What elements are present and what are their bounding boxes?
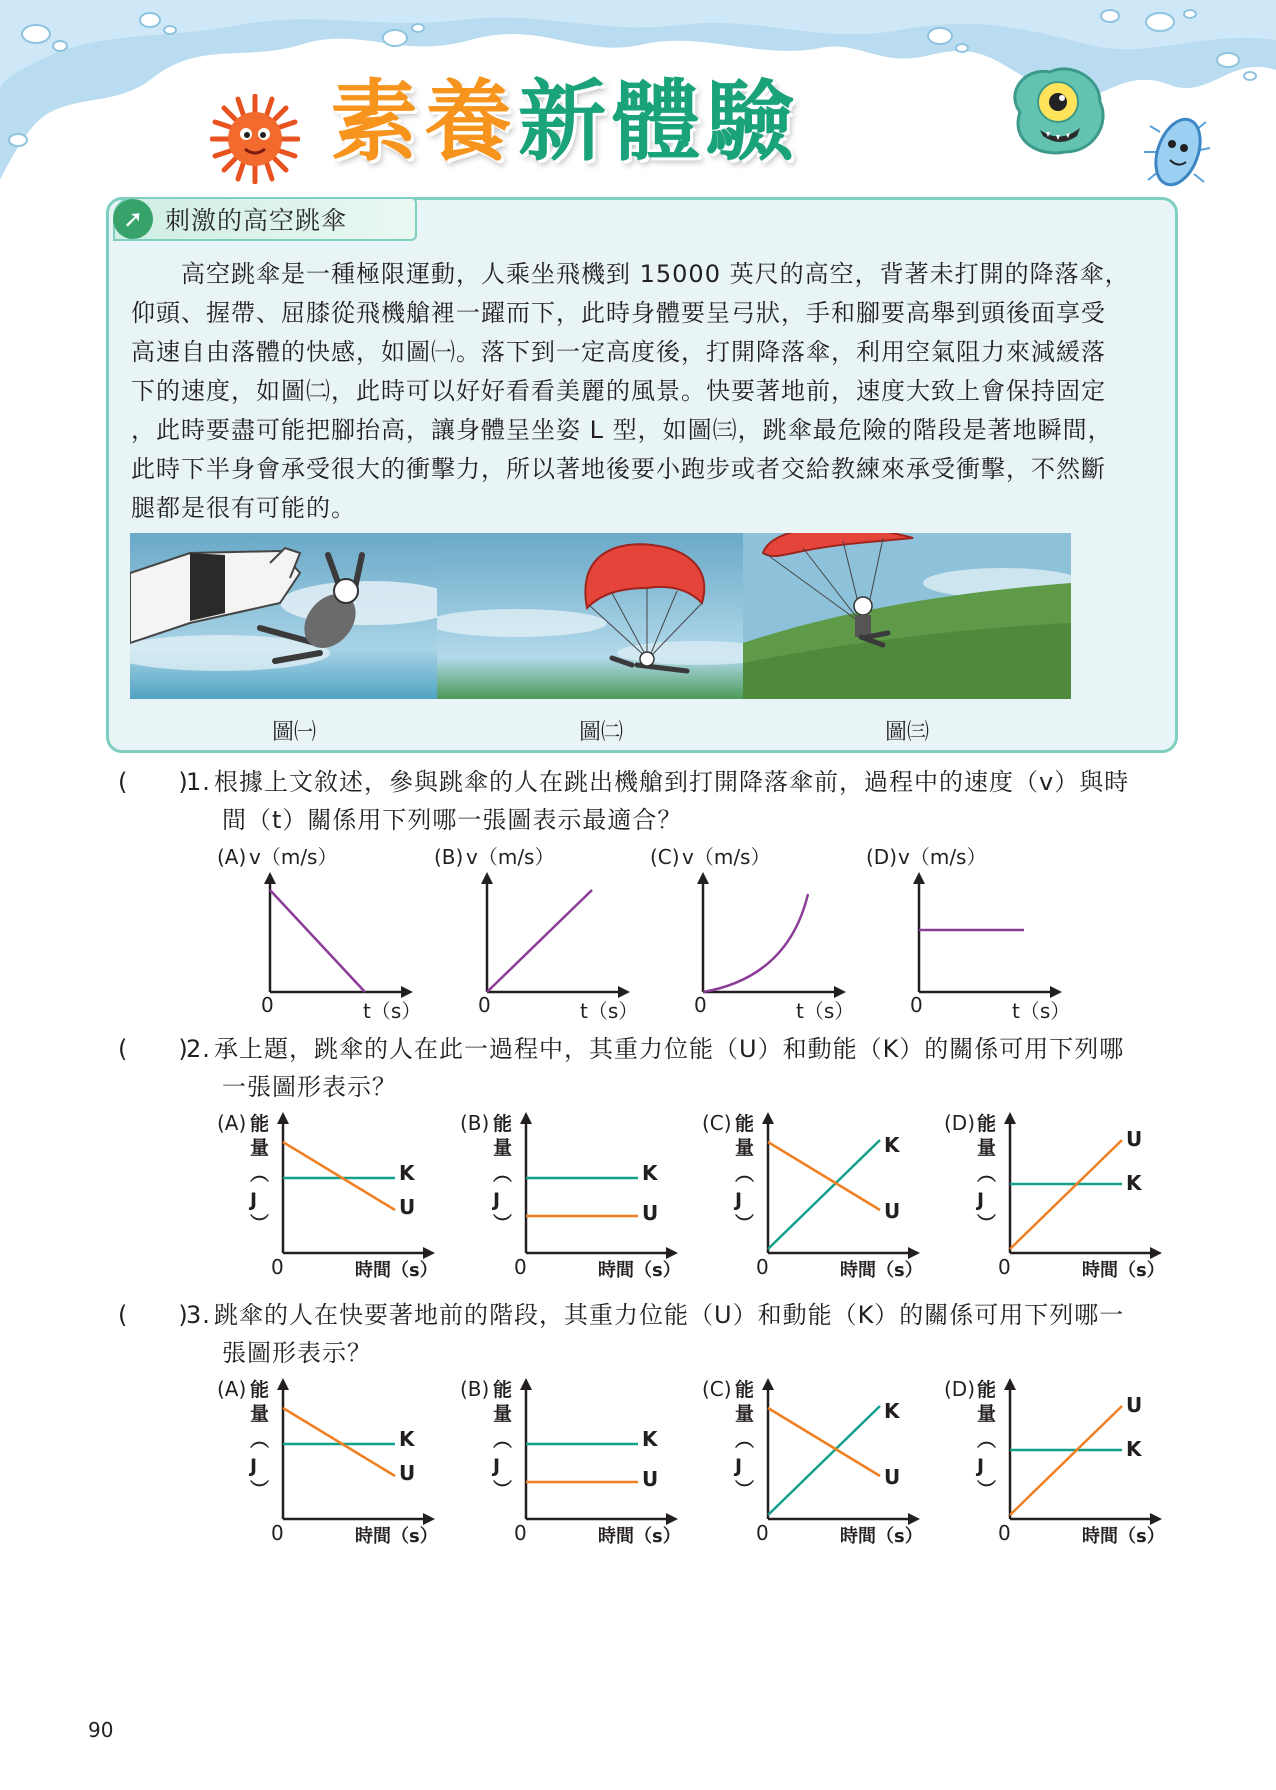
answer-option-graph[interactable] [942, 1108, 1177, 1278]
y-axis-arrow-icon [481, 872, 493, 884]
origin-label: 0 [261, 993, 274, 1017]
potential-energy-line [1010, 1406, 1122, 1515]
y-axis-label: 量 [493, 1403, 513, 1425]
potential-energy-line [1010, 1140, 1122, 1249]
y-axis-label: 能 [250, 1113, 270, 1135]
origin-label: 0 [998, 1521, 1011, 1544]
y-axis-label: J [735, 1189, 743, 1211]
y-axis-label: ︵ [977, 1163, 997, 1185]
y-axis-label: ︶ [493, 1213, 513, 1235]
y-axis-label: ︶ [735, 1479, 755, 1501]
y-axis-label: J [735, 1455, 743, 1477]
passage-line: 下的速度，如圖㈡，此時可以好好看看美麗的風景。快要著地前，速度大致上會保持固定 [131, 377, 1106, 405]
title-char: 素 [330, 70, 419, 173]
answer-option-graph[interactable] [458, 1108, 693, 1278]
origin-label: 0 [271, 1255, 284, 1278]
title-char: 驗 [706, 70, 795, 173]
y-axis-label: v（m/s） [898, 845, 987, 869]
x-axis-label: t（s） [363, 999, 422, 1020]
velocity-line [487, 890, 592, 992]
page-title [330, 72, 794, 172]
y-axis-label: J [493, 1455, 501, 1477]
y-axis-arrow-icon [1004, 1112, 1016, 1124]
potential-energy-line [768, 1408, 880, 1476]
kinetic-energy-line [768, 1406, 880, 1515]
y-axis-label: 能 [493, 1379, 513, 1401]
y-axis-label: 量 [493, 1137, 513, 1159]
kinetic-energy-label: K [1126, 1437, 1142, 1461]
kinetic-energy-label: K [642, 1161, 658, 1185]
y-axis-label: ︵ [250, 1429, 270, 1451]
y-axis-label: 能 [977, 1113, 997, 1135]
option-label: (C) [702, 1377, 732, 1401]
x-axis-arrow-icon [401, 986, 413, 998]
y-axis-label: 能 [977, 1379, 997, 1401]
velocity-line [703, 894, 808, 992]
figure-3-caption: 圖㈢ [884, 720, 929, 745]
y-axis-arrow-icon [277, 1378, 289, 1390]
x-axis-label: 時間（s） [1082, 1526, 1165, 1544]
passage-line: 仰頭、握帶、屈膝從飛機艙裡一躍而下，此時身體要呈弓狀，手和腳要高舉到頭後面享受 [131, 299, 1106, 327]
x-axis-arrow-icon [1150, 1247, 1162, 1259]
x-axis-arrow-icon [666, 1247, 678, 1259]
answer-option-graph[interactable] [700, 1108, 935, 1278]
kinetic-energy-line [768, 1140, 880, 1249]
y-axis-label: ︵ [493, 1163, 513, 1185]
question-text: 根據上文敘述，參與跳傘的人在跳出機艙到打開降落傘前，過程中的速度（v）與時 [214, 768, 1130, 796]
answer-option-graph[interactable] [458, 1374, 693, 1544]
y-axis-label: 量 [977, 1403, 997, 1425]
velocity-line [270, 890, 365, 992]
y-axis-label: ︵ [735, 1163, 755, 1185]
y-axis-label: v（m/s） [466, 845, 555, 869]
y-axis-label: ︵ [250, 1163, 270, 1185]
option-label: (D) [944, 1111, 976, 1135]
x-axis-arrow-icon [666, 1513, 678, 1525]
origin-label: 0 [756, 1255, 769, 1278]
kinetic-energy-label: K [642, 1427, 658, 1451]
y-axis-arrow-icon [264, 872, 276, 884]
x-axis-label: 時間（s） [598, 1526, 681, 1544]
y-axis-label: 量 [250, 1403, 270, 1425]
passage-line: 高速自由落體的快感，如圖㈠。落下到一定高度後，打開降落傘，利用空氣阻力來減緩落 [131, 338, 1106, 366]
y-axis-label: 能 [735, 1379, 755, 1401]
option-label: (C) [702, 1111, 732, 1135]
potential-energy-label: U [399, 1195, 416, 1219]
figure-2-caption: 圖㈡ [578, 720, 623, 745]
y-axis-label: 量 [250, 1137, 270, 1159]
y-axis-label: 能 [250, 1379, 270, 1401]
answer-option-graph[interactable] [942, 1374, 1177, 1544]
y-axis-label: v（m/s） [682, 845, 771, 869]
y-axis-label: ︶ [493, 1479, 513, 1501]
page-number: 90 [88, 1718, 114, 1742]
origin-label: 0 [478, 993, 491, 1017]
answer-option-graph[interactable] [864, 842, 1074, 1020]
question-2 [118, 1030, 1124, 1106]
y-axis-label: ︶ [977, 1213, 997, 1235]
x-axis-arrow-icon [834, 986, 846, 998]
potential-energy-label: U [642, 1467, 659, 1491]
kinetic-energy-label: K [1126, 1171, 1142, 1195]
origin-label: 0 [756, 1521, 769, 1544]
y-axis-arrow-icon [1004, 1378, 1016, 1390]
potential-energy-label: U [884, 1465, 901, 1489]
x-axis-label: t（s） [796, 999, 855, 1020]
x-axis-label: 時間（s） [840, 1260, 923, 1278]
figure-1-caption: 圖㈠ [271, 720, 316, 745]
y-axis-label: ︵ [977, 1429, 997, 1451]
question-text: 跳傘的人在快要著地前的階段，其重力位能（U）和動能（K）的關係可用下列哪一 [214, 1301, 1125, 1329]
x-axis-arrow-icon [423, 1513, 435, 1525]
x-axis-label: t（s） [1012, 999, 1071, 1020]
y-axis-label: J [250, 1455, 258, 1477]
option-label: (B) [460, 1377, 490, 1401]
x-axis-label: 時間（s） [840, 1526, 923, 1544]
figure-2-illustration [437, 533, 765, 699]
y-axis-label: 能 [735, 1113, 755, 1135]
y-axis-label: 能 [493, 1113, 513, 1135]
answer-option-graph[interactable] [215, 1108, 450, 1278]
y-axis-arrow-icon [697, 872, 709, 884]
potential-energy-label: U [642, 1201, 659, 1225]
x-axis-label: 時間（s） [598, 1260, 681, 1278]
option-label: (A) [217, 845, 247, 869]
y-axis-label: 量 [735, 1137, 755, 1159]
title-char: 體 [612, 70, 701, 173]
x-axis-label: t（s） [580, 999, 639, 1020]
origin-label: 0 [271, 1521, 284, 1544]
y-axis-label: ︵ [735, 1429, 755, 1451]
option-label: (C) [650, 845, 680, 869]
arrow-up-right-icon: ➚ [113, 199, 153, 239]
answer-option-graph[interactable] [700, 1374, 935, 1544]
section-label: 刺激的高空跳傘 [165, 206, 348, 235]
y-axis-arrow-icon [520, 1112, 532, 1124]
question-text: 間（t）關係用下列哪一張圖表示最適合？ [222, 806, 683, 834]
x-axis-arrow-icon [423, 1247, 435, 1259]
potential-energy-line [283, 1142, 395, 1210]
x-axis-label: 時間（s） [1082, 1260, 1165, 1278]
kinetic-energy-label: K [399, 1161, 415, 1185]
y-axis-label: ︶ [250, 1479, 270, 1501]
potential-energy-label: U [1126, 1127, 1143, 1151]
answer-option-graph[interactable] [432, 842, 642, 1020]
option-label: (D) [866, 845, 898, 869]
kinetic-energy-label: K [399, 1427, 415, 1451]
origin-label: 0 [514, 1521, 527, 1544]
y-axis-label: J [250, 1189, 258, 1211]
origin-label: 0 [998, 1255, 1011, 1278]
passage-line: ，此時要盡可能把腳抬高，讓身體呈坐姿 L 型，如圖㈢，跳傘最危險的階段是著地瞬間， [131, 416, 1113, 444]
x-axis-label: 時間（s） [355, 1526, 438, 1544]
answer-option-graph[interactable] [215, 1374, 450, 1544]
question-number: 3. [186, 1301, 211, 1329]
y-axis-label: J [493, 1189, 501, 1211]
y-axis-arrow-icon [762, 1378, 774, 1390]
question-text: 承上題，跳傘的人在此一過程中，其重力位能（U）和動能（K）的關係可用下列哪 [214, 1035, 1125, 1063]
y-axis-label: J [977, 1189, 985, 1211]
potential-energy-line [768, 1142, 880, 1210]
x-axis-arrow-icon [1150, 1513, 1162, 1525]
answer-blank[interactable]: ( ) [118, 1035, 189, 1063]
answer-option-graph[interactable] [215, 842, 425, 1020]
passage-line: 此時下半身會承受很大的衝擊力，所以著地後要小跑步或者交給教練來承受衝擊，不然斷 [131, 455, 1106, 483]
x-axis-label: 時間（s） [355, 1260, 438, 1278]
passage-line: 腿都是很有可能的。 [131, 494, 356, 522]
y-axis-label: J [977, 1455, 985, 1477]
origin-label: 0 [910, 993, 923, 1017]
option-label: (D) [944, 1377, 976, 1401]
question-3 [118, 1296, 1124, 1372]
question-number: 2. [186, 1035, 211, 1063]
answer-blank[interactable]: ( ) [118, 1301, 189, 1329]
question-text: 一張圖形表示？ [222, 1073, 397, 1101]
option-label: (B) [434, 845, 464, 869]
y-axis-arrow-icon [277, 1112, 289, 1124]
section-header [113, 197, 417, 241]
x-axis-arrow-icon [908, 1513, 920, 1525]
question-number: 1. [186, 768, 211, 796]
title-char: 新 [518, 70, 607, 173]
figure-1-illustration [130, 533, 458, 699]
origin-label: 0 [514, 1255, 527, 1278]
y-axis-label: ︶ [735, 1213, 755, 1235]
origin-label: 0 [694, 993, 707, 1017]
y-axis-arrow-icon [913, 872, 925, 884]
option-label: (A) [217, 1111, 247, 1135]
y-axis-arrow-icon [762, 1112, 774, 1124]
x-axis-arrow-icon [908, 1247, 920, 1259]
question-text: 張圖形表示？ [222, 1339, 372, 1367]
potential-energy-label: U [399, 1461, 416, 1485]
y-axis-label: v（m/s） [249, 845, 338, 869]
bacteria-icon [1142, 112, 1212, 192]
potential-energy-label: U [1126, 1393, 1143, 1417]
kinetic-energy-label: K [884, 1399, 900, 1423]
potential-energy-line [283, 1408, 395, 1476]
option-label: (B) [460, 1111, 490, 1135]
y-axis-label: ︵ [493, 1429, 513, 1451]
y-axis-label: 量 [977, 1137, 997, 1159]
x-axis-arrow-icon [1050, 986, 1062, 998]
sun-virus-icon [210, 94, 300, 184]
figure-3-illustration [743, 533, 1071, 699]
y-axis-label: ︶ [977, 1479, 997, 1501]
answer-option-graph[interactable] [648, 842, 858, 1020]
passage-line: 高空跳傘是一種極限運動，人乘坐飛機到 15000 英尺的高空，背著未打開的降落傘， [131, 260, 1130, 288]
title-char: 養 [424, 70, 513, 173]
x-axis-arrow-icon [618, 986, 630, 998]
reading-card [106, 197, 1178, 753]
potential-energy-label: U [884, 1199, 901, 1223]
y-axis-label: 量 [735, 1403, 755, 1425]
y-axis-arrow-icon [520, 1378, 532, 1390]
question-1 [118, 763, 1129, 839]
y-axis-label: ︶ [250, 1213, 270, 1235]
answer-blank[interactable]: ( ) [118, 768, 189, 796]
reading-passage [131, 255, 1161, 528]
kinetic-energy-label: K [884, 1133, 900, 1157]
one-eye-monster-icon [1000, 62, 1110, 162]
option-label: (A) [217, 1377, 247, 1401]
